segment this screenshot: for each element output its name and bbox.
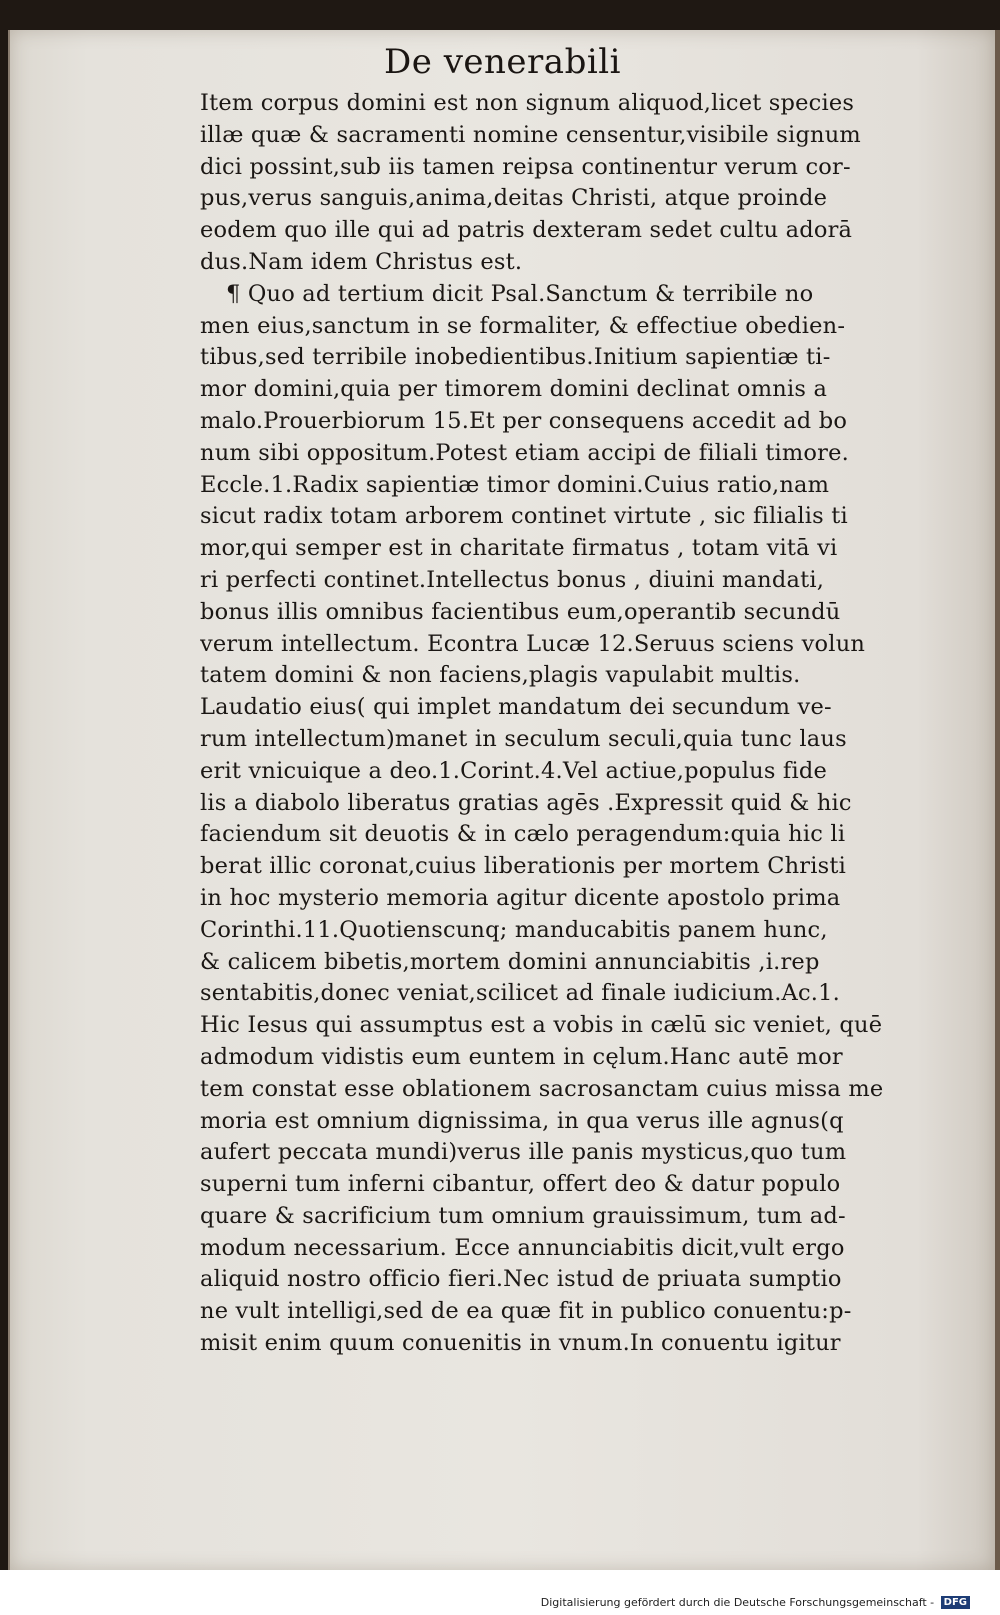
text-line: ¶ Quo ad tertium dicit Psal.Sanctum & terribile no: [226, 280, 814, 307]
text-line: dus.Nam idem Christus est.: [200, 248, 523, 275]
footer-band: [0, 1570, 1000, 1615]
text-line: ne vult intelligi,sed de ea quæ fit in publico conuentu:p-: [200, 1298, 852, 1325]
text-line: num sibi oppositum.Potest etiam accipi de filiali timore.: [200, 439, 850, 466]
dfg-logo: DFG: [941, 1596, 970, 1609]
text-line: sicut radix totam arborem continet virtute , sic filialis ti: [200, 503, 848, 530]
funding-credit-text: Digitalisierung gefördert durch die Deutsche Forschungsgemeinschaft -: [540, 1595, 935, 1609]
text-line: Laudatio eius( qui implet mandatum dei secundum ve-: [200, 694, 832, 721]
text-line: ri perfecti continet.Intellectus bonus , diuini mandati,: [200, 566, 825, 593]
text-line: bonus illis omnibus facientibus eum,operantib secundū: [200, 598, 841, 625]
text-line: Eccle.1.Radix sapientiæ timor domini.Cuius ratio,nam: [200, 471, 830, 498]
text-line: tibus,sed terribile inobedientibus.Initium sapientiæ ti-: [200, 344, 831, 371]
text-line: illæ quæ & sacramenti nomine censentur,visibile signum: [200, 121, 861, 148]
page-sheet: [8, 30, 1000, 1570]
running-header: De venerabili: [384, 42, 621, 82]
text-line: mor,qui semper est in charitate firmatus , totam vitā vi: [200, 535, 838, 562]
body-text: [200, 88, 940, 1360]
text-line: lis a diabolo liberatus gratias agēs .Expressit quid & hic: [200, 789, 852, 816]
text-line: misit enim quum conuenitis in vnum.In conuentu igitur: [200, 1330, 841, 1357]
text-line: mor domini,quia per timorem domini declinat omnis a: [200, 376, 828, 403]
text-line: Hic Iesus qui assumptus est a vobis in cælū sic veniet, quē: [200, 1012, 883, 1039]
text-line: Item corpus domini est non signum aliquod,licet species: [200, 90, 855, 116]
text-line: admodum vidistis eum euntem in cęlum.Hanc autē mor: [200, 1043, 843, 1070]
text-line: sentabitis,donec veniat,scilicet ad finale iudicium.Ac.1.: [200, 980, 841, 1007]
text-line: tatem domini & non faciens,plagis vapulabit multis.: [200, 662, 801, 689]
text-line: rum intellectum)manet in seculum seculi,quia tunc laus: [200, 725, 847, 752]
text-line: aliquid nostro officio fieri.Nec istud de priuata sumptio: [200, 1266, 842, 1293]
text-line: dici possint,sub iis tamen reipsa continentur verum cor-: [200, 153, 851, 180]
text-line: verum intellectum. Econtra Lucæ 12.Seruus sciens volun: [200, 630, 866, 657]
text-line: faciendum sit deuotis & in cælo peragendum:quia hic li: [200, 821, 846, 848]
text-line: berat illic coronat,cuius liberationis per mortem Christi: [200, 853, 847, 880]
text-line: Corinthi.11.Quotienscunq; manducabitis panem hunc,: [200, 916, 828, 943]
text-line: moria est omnium dignissima, in qua verus ille agnus(q: [200, 1107, 844, 1134]
text-line: tem constat esse oblationem sacrosanctam cuius missa me: [200, 1075, 884, 1102]
text-line: men eius,sanctum in se formaliter, & effectiue obedien-: [200, 312, 846, 339]
text-line: & calicem bibetis,mortem domini annunciabitis ,i.rep: [200, 948, 820, 975]
text-line: quare & sacrificium tum omnium grauissimum, tum ad-: [200, 1202, 846, 1229]
text-line: erit vnicuique a deo.1.Corint.4.Vel actiue,populus fide: [200, 757, 827, 784]
text-line: modum necessarium. Ecce annunciabitis dicit,vult ergo: [200, 1234, 845, 1261]
funding-credit: [541, 1596, 970, 1610]
text-line: pus,verus sanguis,anima,deitas Christi, atque proinde: [200, 185, 828, 212]
text-line: in hoc mysterio memoria agitur dicente apostolo prima: [200, 884, 841, 911]
text-line: superni tum inferni cibantur, offert deo & datur populo: [200, 1171, 841, 1198]
text-line: malo.Prouerbiorum 15.Et per consequens accedit ad bo: [200, 407, 848, 434]
text-line: eodem quo ille qui ad patris dexteram sedet cultu adorā: [200, 217, 853, 244]
text-line: aufert peccata mundi)verus ille panis mysticus,quo tum: [200, 1139, 847, 1166]
